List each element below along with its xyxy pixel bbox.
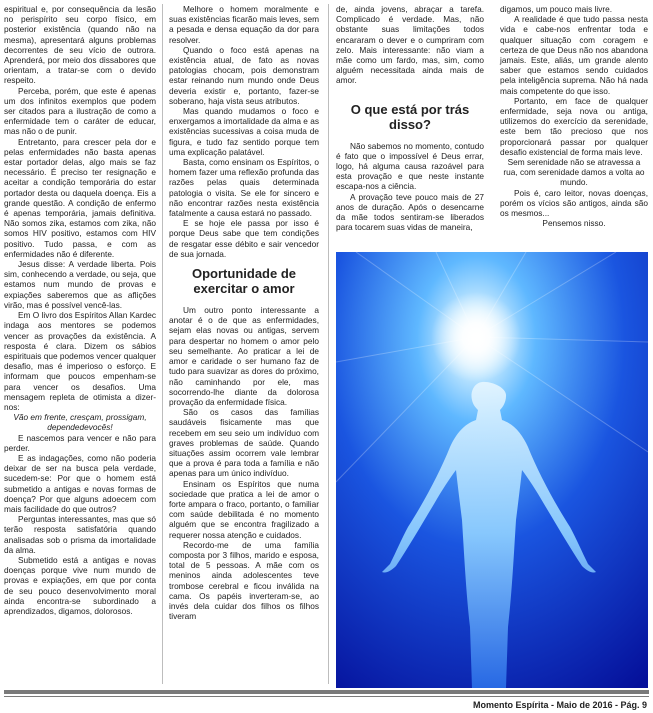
footer-rule xyxy=(4,696,649,697)
paragraph: Pois é, caro leitor, novas doenças, porém os vícios são antigos, ainda são os mesmos... xyxy=(500,187,648,219)
paragraph: Pensemos nisso. xyxy=(542,218,606,229)
paragraph: Não sabemos no momento, contudo é fato que o impossível é Deus errar, logo, há alguma causa razoável para esta provação e que neste instante escapa-nos a ciência. xyxy=(336,140,484,192)
column-3 xyxy=(336,4,484,232)
paragraph: Jesus disse: A verdade liberta. Pois sim, conhecendo a verdade, ou seja, que estamos num mundo de provas e expiações saberemos que as aflições virão, mas é possível vencê-las. xyxy=(4,259,156,310)
paragraph: Portanto, em face de qualquer enfermidade, seja nova ou antiga, utilizemos do exercício da serenidade, este bem tão precioso que nos proporcionará passar por qualquer desafio existencial de forma mais leve. xyxy=(500,95,648,157)
paragraph: E se hoje ele passa por isso é porque Deus sabe que tem condições de resgatar esse débito e sair vencedor de sua jornada. xyxy=(169,218,319,259)
footer-rule xyxy=(4,690,649,694)
paragraph: Melhore o homem moralmente e suas existências ficarão mais leves, sem a pesada e densa equação da dor para resolver. xyxy=(169,4,319,45)
paragraph: espiritual e, por consequência da lesão no perispírito seu corpo físico, em posterior existência (quando não na mesma), apresentará alguns problemas decorrentes de seu vício de outrora. Aprenderá, por meio dos dissabores que orientam, a tratar-se com o devido respeito. xyxy=(4,4,156,86)
paragraph: digamos, um pouco mais livre. xyxy=(500,4,613,14)
paragraph: Entretanto, para crescer pela dor e pelas enfermidades não basta apenas estar portador delas, algo mais se faz necessário. É preciso ter resignação e aceitar a condição temporária do estar portador desta ou daquela doença. Eis a grande questão. A condição de enfermo é apenas temporária, jamais definitiva. Não somos zika, estamos com zika, não somos HIV positivo, estamos com HIV positivo. Tudo passa, e com as enfermidades não é diferente. xyxy=(4,136,156,259)
paragraph: Vão em frente, cresçam, prossigam, dependedevocês! xyxy=(13,412,147,433)
paragraph: Perguntas interessantes, mas que só terão resposta satisfatória quando analisadas sob o prisma da imortalidade da alma. xyxy=(4,514,156,555)
column-4 xyxy=(500,4,648,228)
column-1 xyxy=(4,4,156,616)
paragraph: Um outro ponto interessante a anotar é o de que as enfermidades, sejam elas novas ou antigas, servem para despertar no homem o amor pelo seu semelhante. Ao praticar a lei de amor e caridade o ser humano faz de tudo para suavizar as dores do próximo, não caminhando por ele, mas socorrendo-lhe diante da dolorosa provação da enfermidade física. xyxy=(169,305,319,407)
column-2-text-b xyxy=(169,305,319,621)
paragraph: Basta, como ensinam os Espíritos, o homem fazer uma reflexão profunda das razões pelas quais determinada patologia o visita. Se ele for sincero e não encontrar razões nesta existência fatalmente a causa estará no passado. xyxy=(169,157,319,219)
paragraph: Quando o foco está apenas na existência atual, de fato as novas patologias chocam, pois demonstram estar reinando num mundo onde Deus deveria existir e, portanto, fazer-se soberano, haja vista seus atributos. xyxy=(169,44,319,106)
paragraph: Submetido está a antigas e novas doenças porque vive num mundo de provas e expiações, em que por conta de seu pouco desenvolvimento moral ainda encontra-se subordinado a aprendizados, digamos, dolorosos. xyxy=(4,554,156,616)
paragraph: Perceba, porém, que este é apenas um dos infinitos exemplos que podem ser citados para a ilustração de como a enfermidade tem o caráter de educar, mas não o de punir. xyxy=(4,85,156,137)
paragraph: E as indagações, como não poderia deixar de ser na busca pela verdade, sucedem-se: Por que o homem está submetido a antigas e novas formas de doença? Por que alguns adoecem com mais facilidade do que outros? xyxy=(4,452,156,514)
page-footer: Momento Espírita - Maio de 2016 - Pág. 9 xyxy=(472,700,647,710)
paragraph: A provação teve pouco mais de 27 anos de duração. Após o desencarne da mãe todos sentiram-se liberados para tocarem suas vidas de maneira, xyxy=(336,191,484,233)
column-3-text-a xyxy=(336,4,484,86)
paragraph: de, ainda jovens, abraçar a tarefa. Complicado é verdade. Mas, não obstante suas limitações todos encararam o dever e o cumpriram com zelo. Mais interessante: não viam a mãe como um fardo, mas, sim, como alguém necessitada ainda mais de amor. xyxy=(336,4,484,86)
column-divider xyxy=(328,4,329,684)
column-3-text-b xyxy=(336,141,484,233)
paragraph: Mas quando mudamos o foco e enxergamos a imortalidade da alma e as existências sucessivas a coisa muda de figura, e tudo faz sentido porque tem uma explicação palatável. xyxy=(169,106,319,157)
paragraph: Sem serenidade não se atravessa a rua, com serenidade damos a volta ao mundo. xyxy=(503,157,645,188)
section-heading-opportunity: Oportunidade de exercitar o amor xyxy=(192,266,296,297)
paragraph: E nascemos para vencer e não para perder. xyxy=(4,432,156,453)
column-2-text-a xyxy=(169,4,319,259)
column-divider xyxy=(162,4,163,684)
paragraph: A realidade é que tudo passa nesta vida e cabe-nos enfrentar toda e qualquer situação com coragem e certeza de que Deus não nos abandona jamais. Este, aliás, um grande alento saber que estamos sendo cuidados pela inteligência suprema. Não há nada mais competente do que isso. xyxy=(500,14,648,96)
section-heading-behind: O que está por trás disso? xyxy=(350,101,470,132)
spiritual-light-image xyxy=(336,252,648,688)
column-2 xyxy=(169,4,319,621)
paragraph: Recordo-me de uma família composta por 3 filhos, marido e esposa, total de 5 pessoas. A mãe com os meninos ainda adolescentes teve trombose cerebral e ficou inválida na cama. Os papéis inverteram-se, ao invés dela cuidar dos filhos os filhos tiveram xyxy=(169,539,319,622)
paragraph: Em O livro dos Espíritos Allan Kardec indaga aos mentores se podemos vencer as provações da existência. A resposta é clara. Dizem os sábios espirituais que podemos vencer qualquer desafio, mas é imperioso o esforço. E informam que poucos empenham-se para vencer os desafios. Uma mensagem repleta de otimista a dizer-nos: xyxy=(4,310,156,412)
paragraph: São os casos das famílias saudáveis fisicamente mas que recebem em seu seio um indivíduo com graves problemas de saúde. Quando situações assim ocorrem vale lembrar que a prova é para toda a família e não apenas para um único indivíduo. xyxy=(169,407,319,479)
paragraph: Ensinam os Espíritos que numa sociedade que pratica a lei de amor o forte ampara o fraco, portanto, o familiar com saúde debilitada é no momento alguém que se encontra fragilizado a requerer nossa atenção e cuidados. xyxy=(169,478,319,540)
